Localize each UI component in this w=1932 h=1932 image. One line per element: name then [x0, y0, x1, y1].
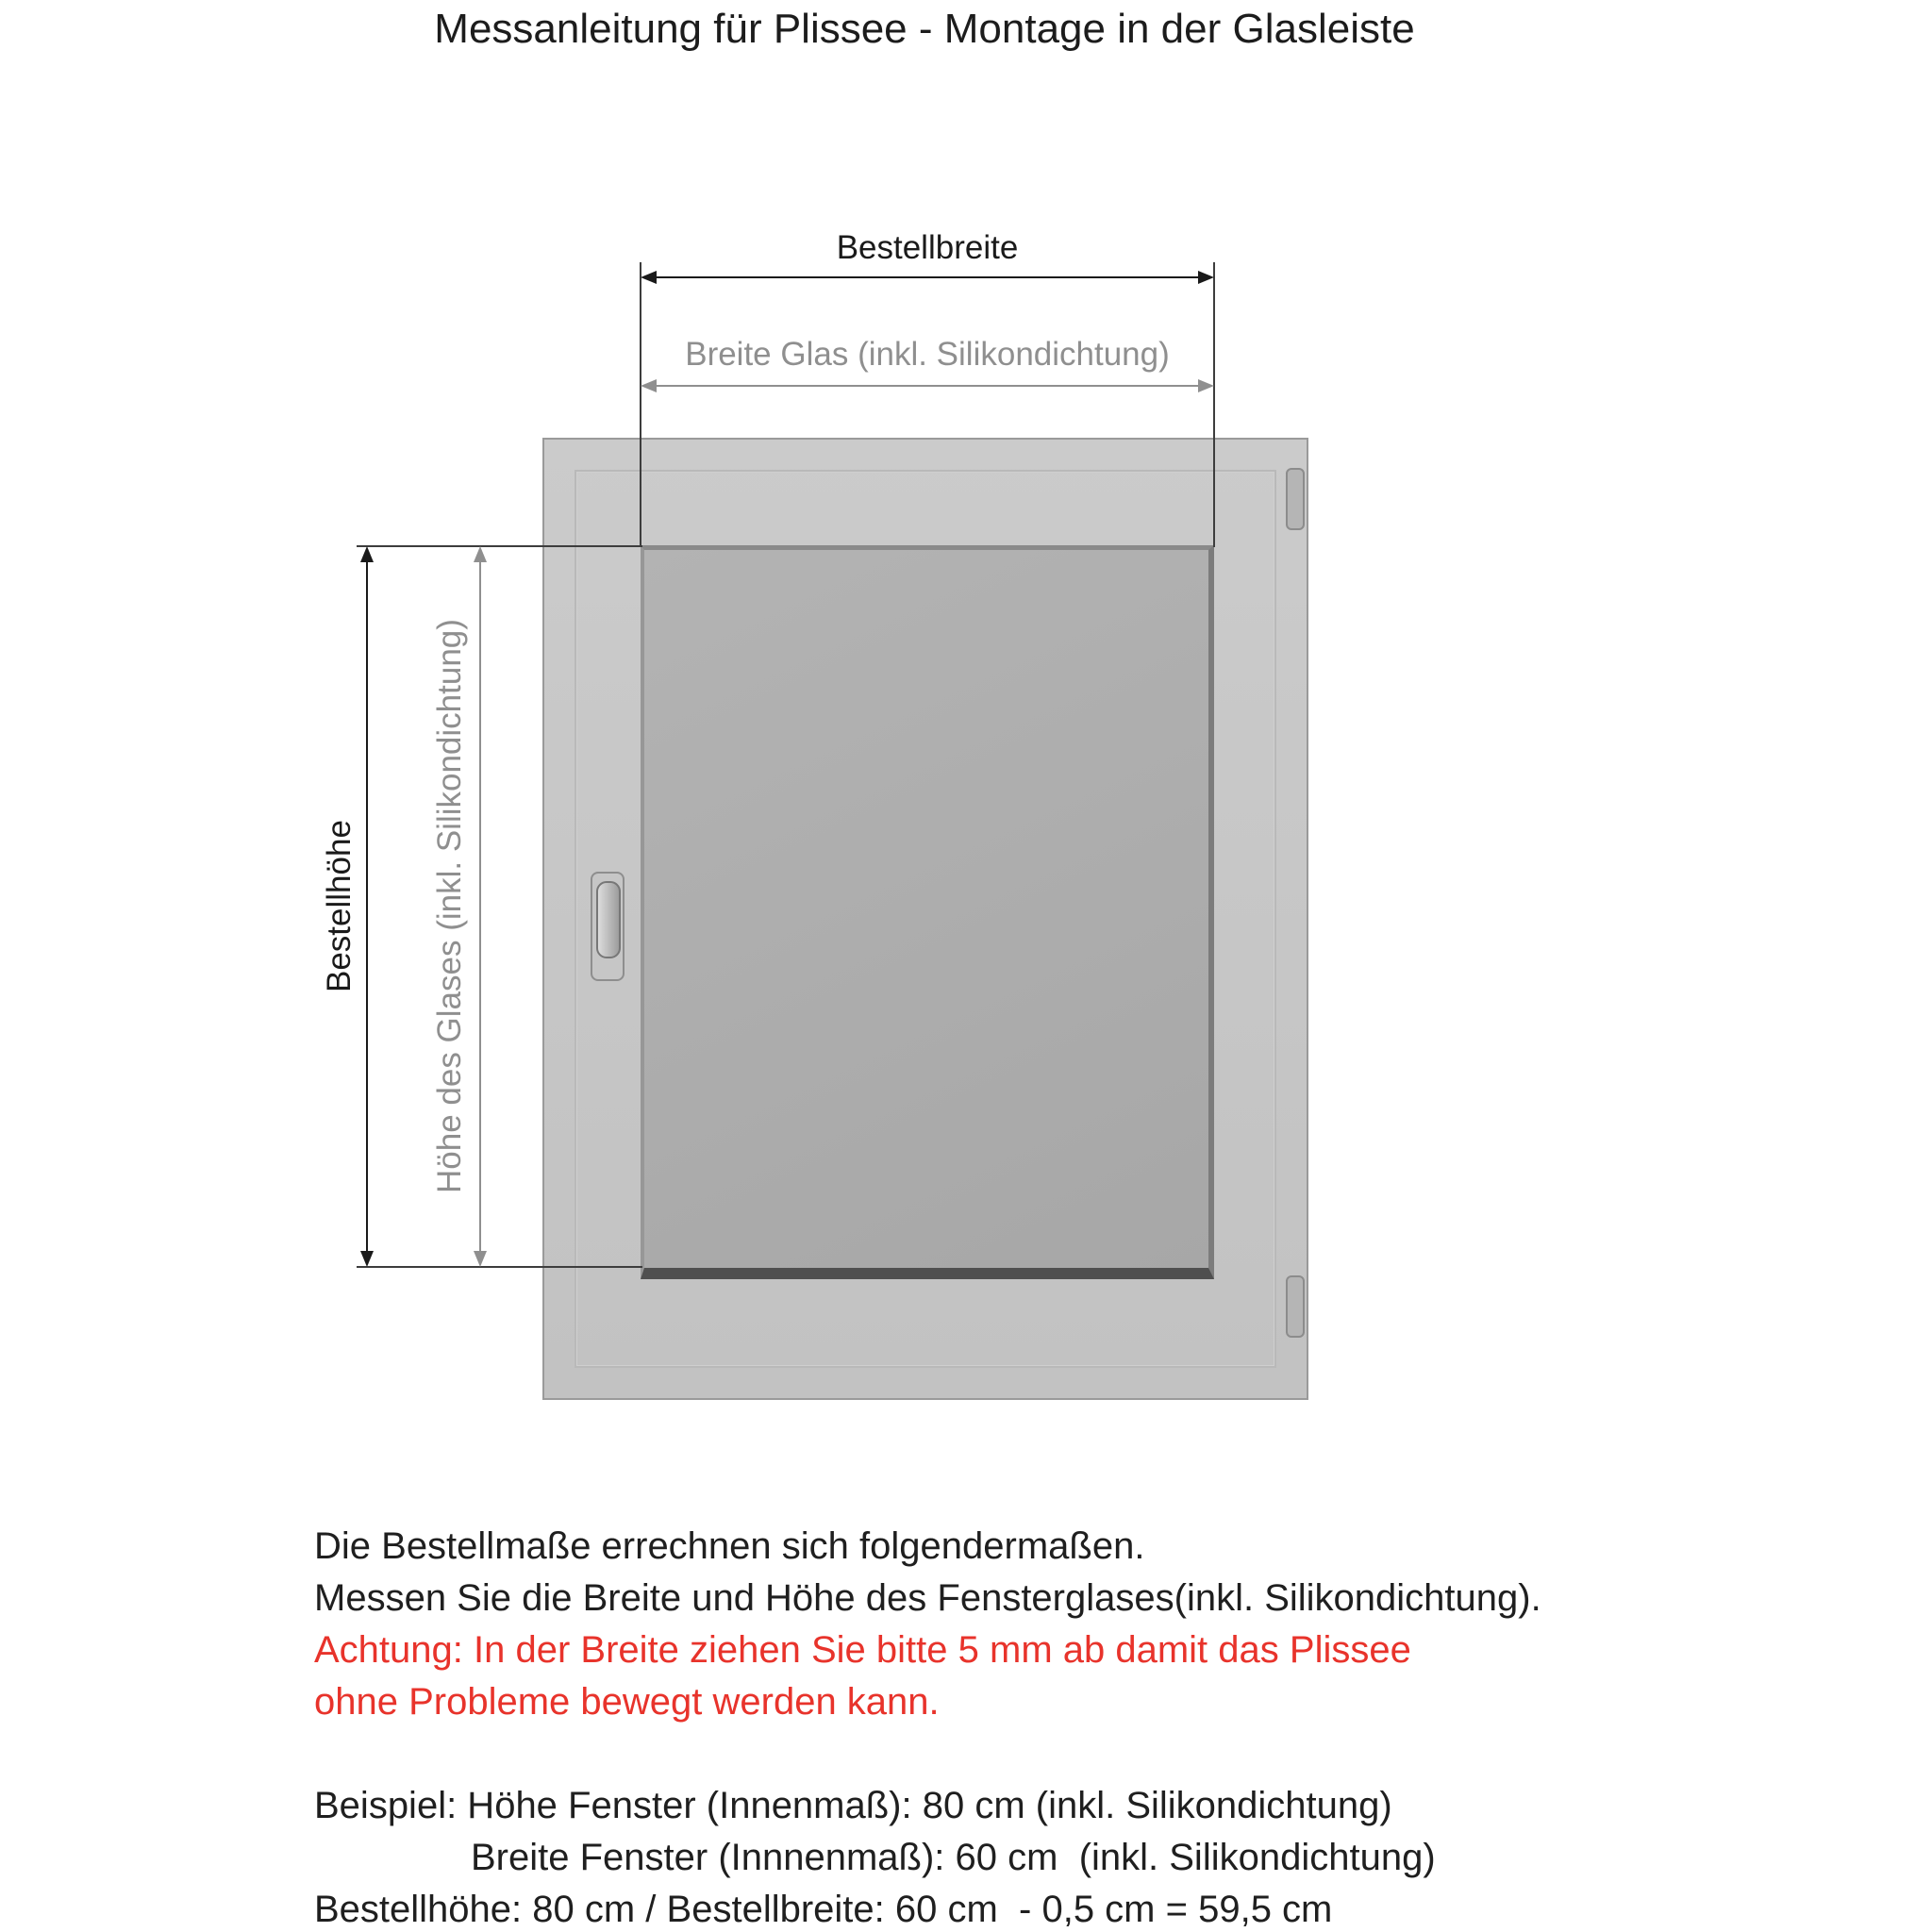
hinge-bottom-icon [1286, 1275, 1305, 1338]
order-width-label: Bestellbreite [836, 229, 1019, 266]
instruction-intro-line1: Die Bestellmaße errechnen sich folgendermaßen. [314, 1525, 1145, 1567]
extension-line-left [640, 262, 641, 547]
glass-height-dimension-arrow [474, 546, 487, 1267]
extension-line-top [357, 545, 642, 547]
dimension-line [366, 558, 368, 1256]
glass-width-dimension-arrow [641, 379, 1214, 392]
instruction-intro-line2: Messen Sie die Breite und Höhe des Fensterglases(inkl. Silikondichtung). [314, 1577, 1541, 1619]
dimension-line [652, 385, 1203, 387]
example-line1: Beispiel: Höhe Fenster (Innenmaß): 80 cm (inkl. Silikondichtung) [314, 1785, 1392, 1826]
warning-line1: Achtung: In der Breite ziehen Sie bitte 5 mm ab damit das Plissee [314, 1629, 1411, 1671]
hinge-top-icon [1286, 468, 1305, 530]
order-width-dimension-arrow [641, 271, 1214, 284]
instructions-text-block [314, 1521, 1541, 1932]
page-title: Messanleitung für Plissee - Montage in der Glasleiste [434, 6, 1415, 52]
arrowhead-right-icon [1198, 271, 1214, 284]
arrowhead-down-icon [474, 1251, 487, 1267]
warning-line2: ohne Probleme bewegt werden kann. [314, 1681, 940, 1723]
arrowhead-down-icon [360, 1251, 374, 1267]
dimension-line [479, 558, 481, 1256]
order-height-label: Bestellhöhe [321, 820, 358, 993]
order-height-dimension-arrow [360, 546, 374, 1267]
glass-width-label: Breite Glas (inkl. Silikondichtung) [685, 336, 1170, 373]
window-handle-icon [596, 881, 621, 958]
extension-line-bottom [357, 1266, 642, 1268]
dimension-line [652, 276, 1203, 278]
window-glass [641, 545, 1214, 1279]
example-line2: Breite Fenster (Innnenmaß): 60 cm (inkl. Silikondichtung) [471, 1837, 1436, 1878]
example-line3: Bestellhöhe: 80 cm / Bestellbreite: 60 cm - 0,5 cm = 59,5 cm [314, 1889, 1333, 1930]
glass-height-label: Höhe des Glases (inkl. Silikondichtung) [431, 619, 468, 1194]
extension-line-right [1213, 262, 1215, 547]
arrowhead-right-icon [1198, 379, 1214, 392]
window-frame [542, 438, 1308, 1400]
example-block [314, 1780, 1541, 1932]
